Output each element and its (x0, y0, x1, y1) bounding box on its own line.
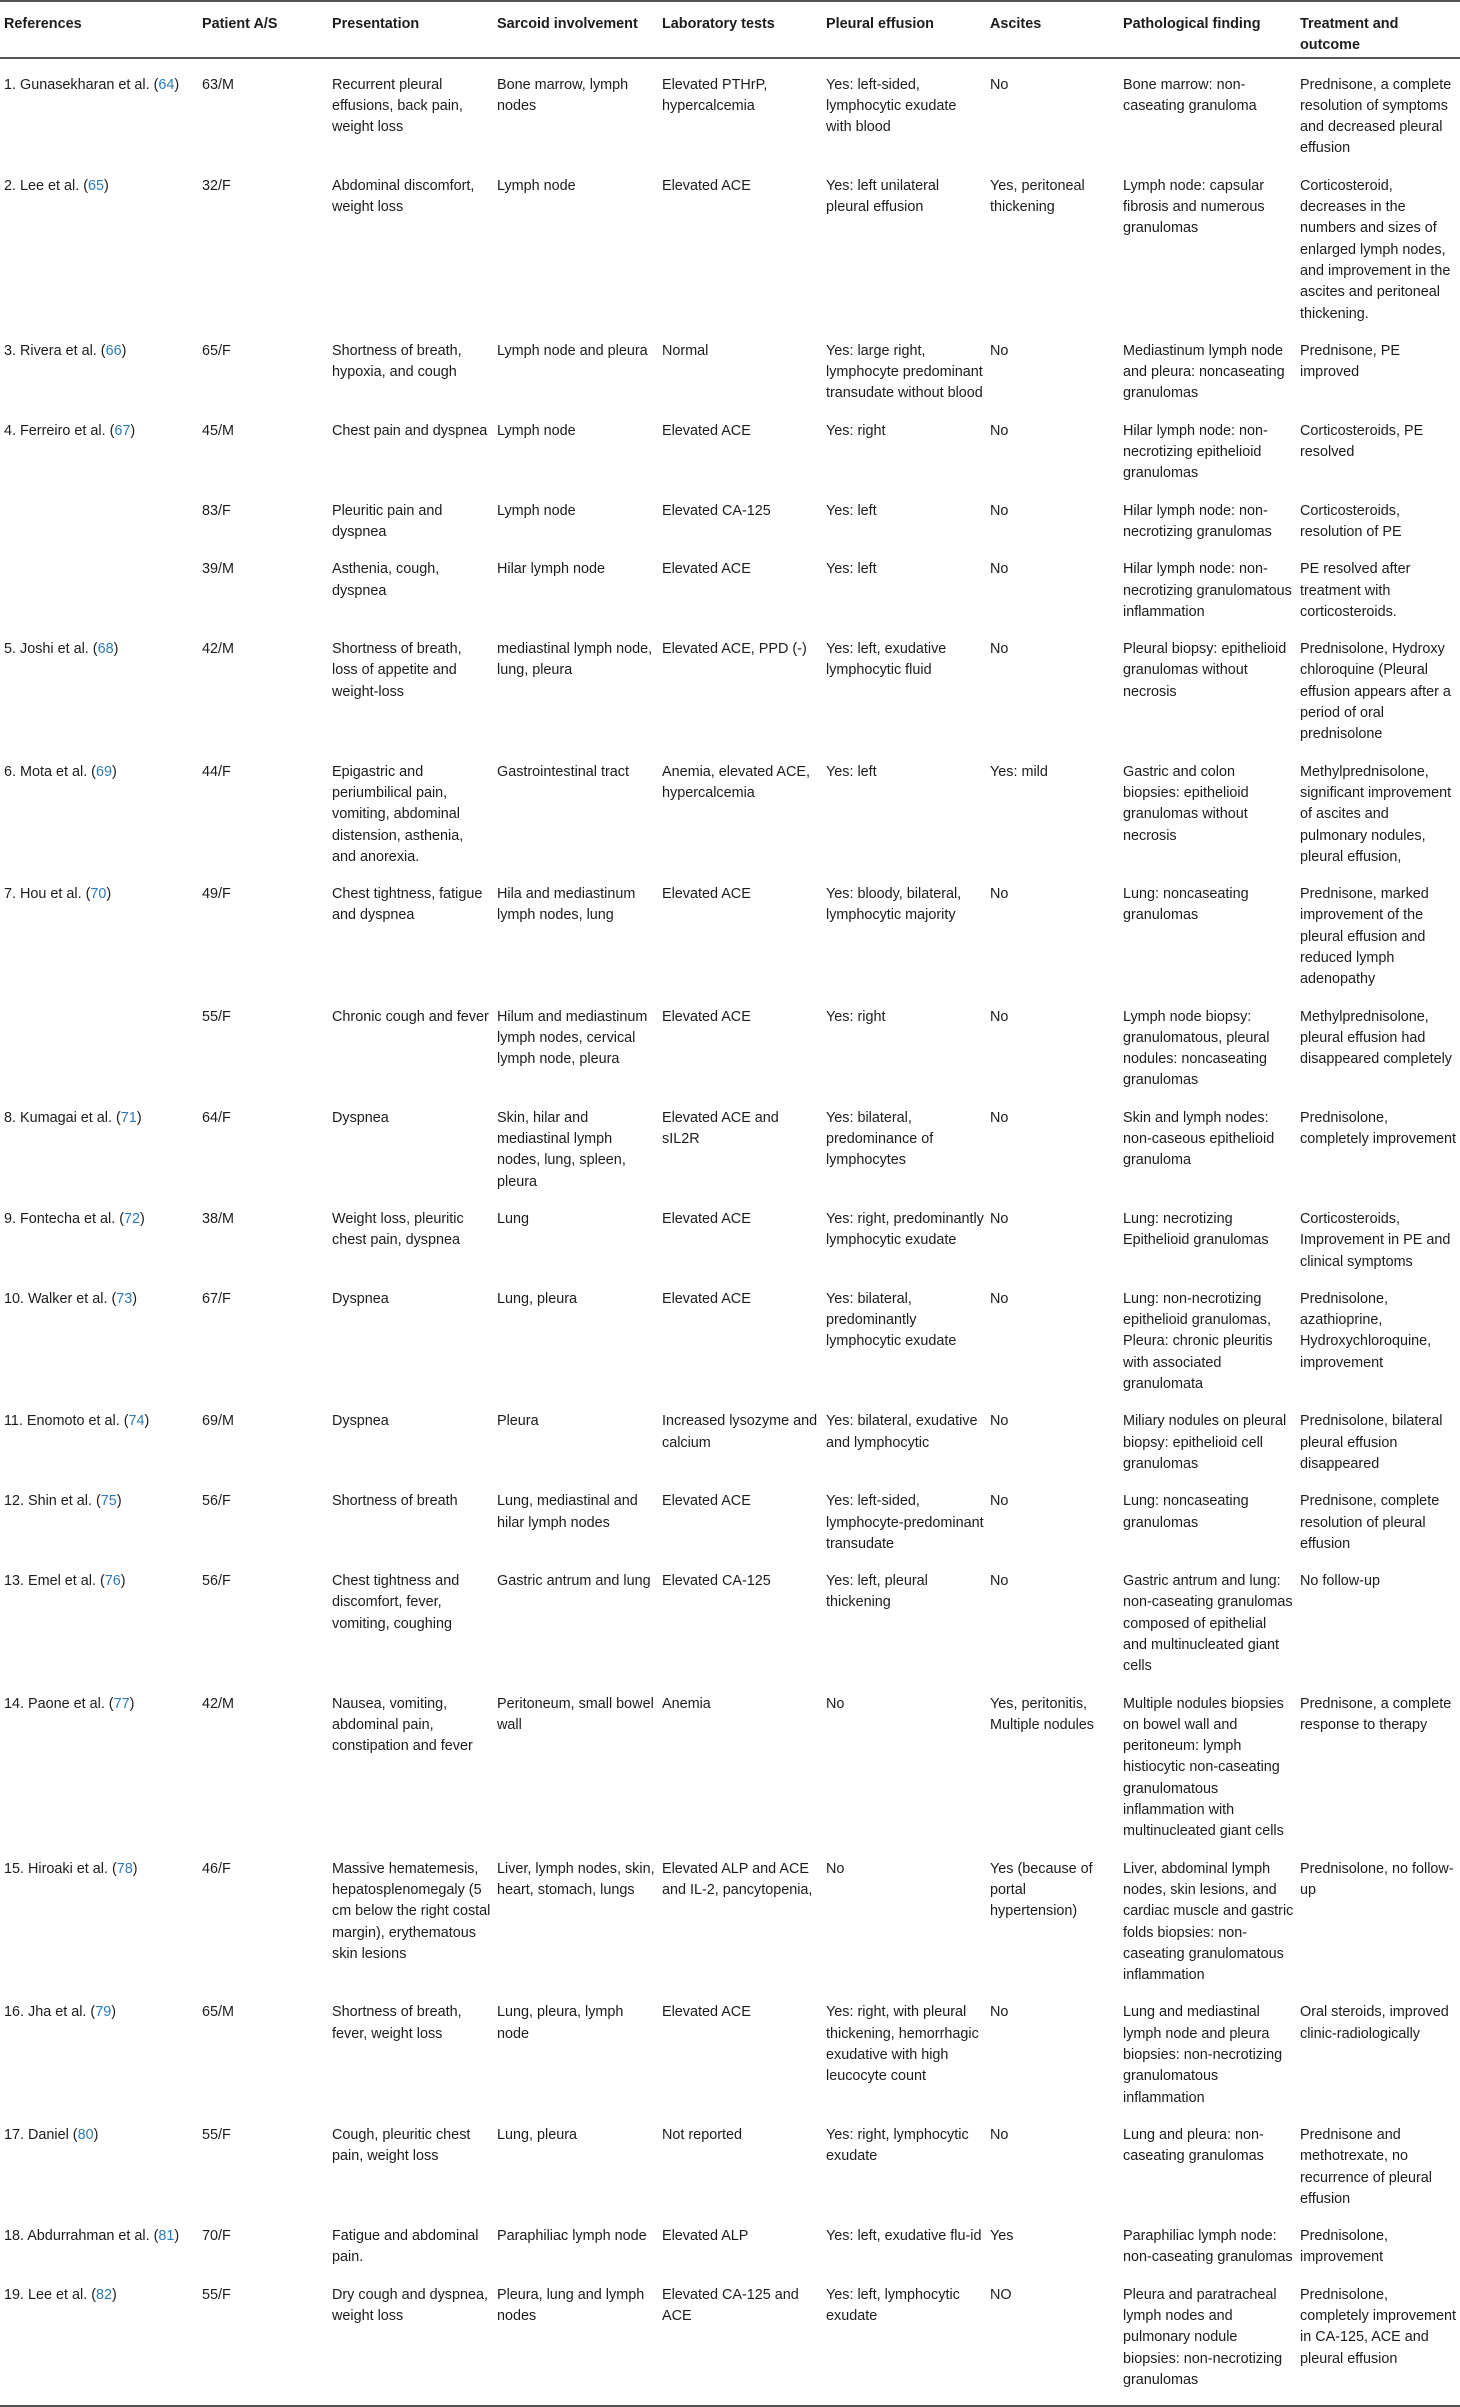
cell-pleural-effusion: Yes: left (826, 763, 877, 780)
cell-presentation: Recurrent pleural effusions, back pain, weight loss (332, 76, 463, 136)
header-pathological-finding: Pathological finding (1120, 1, 1297, 58)
cell-treatment-outcome: No follow-up (1300, 1573, 1380, 1590)
cell-reference: 14. Paone et al. (77) (4, 1695, 135, 1712)
citation-link[interactable]: 67 (114, 422, 131, 439)
cell-reference (0, 543, 199, 623)
cell-treatment-outcome: Prednisolone, completely improvement (1300, 1109, 1456, 1148)
cell-ascites: No (990, 1573, 1009, 1590)
reference-text: 9. Fontecha et al. ( (4, 1210, 124, 1227)
cell-pathological-finding: Paraphiliac lymph node: non-caseating granulomas (1123, 2228, 1293, 2266)
cell-pathological-finding: Pleural biopsy: epithelioid granulomas without necrosis (1123, 641, 1287, 700)
table-row (0, 623, 1460, 745)
citation-link[interactable]: 81 (158, 2228, 175, 2245)
cell-ascites: Yes (990, 2228, 1014, 2245)
cell-laboratory-tests: Increased lysozyme and calcium (662, 1413, 818, 1451)
reference-text: 3. Rivera et al. ( (4, 342, 106, 359)
cell-sarcoid-involvement: Hilum and mediastinum lymph nodes, cervical lymph node, pleura (497, 1008, 648, 1068)
cell-ascites: Yes: mild (990, 763, 1048, 780)
cell-laboratory-tests: Elevated CA-125 (662, 1573, 771, 1590)
cell-sarcoid-involvement: Lung, mediastinal and hilar lymph nodes (497, 1493, 638, 1531)
reference-text: 6. Mota et al. ( (4, 763, 96, 780)
cell-laboratory-tests: Elevated PTHrP, hypercalcemia (662, 76, 768, 114)
cell-treatment-outcome: Prednisone, PE improved (1300, 342, 1400, 381)
cell-age-sex: 55/F (199, 2269, 329, 2406)
cell-laboratory-tests: Elevated ACE (662, 1008, 751, 1025)
reference-text: 1. Gunasekharan et al. ( (4, 76, 159, 93)
cell-ascites: NO (987, 2269, 1120, 2406)
reference-text: 8. Kumagai et al. ( (4, 1109, 121, 1126)
citation-link[interactable]: 72 (124, 1210, 141, 1227)
citation-link[interactable]: 64 (158, 76, 175, 93)
cell-ascites: Yes (because of portal hypertension) (990, 1860, 1093, 1920)
cell-sarcoid-involvement: Skin, hilar and mediastinal lymph nodes, lung, spleen, pleura (497, 1109, 626, 1190)
citation-link[interactable]: 71 (120, 1109, 137, 1126)
table-header (0, 1, 1460, 58)
cell-sarcoid-involvement: Liver, lymph nodes, skin, heart, stomach, lungs (497, 1860, 655, 1898)
cell-laboratory-tests: Elevated ACE (662, 1210, 751, 1227)
cell-ascites: No (990, 561, 1009, 578)
header-patient-age-sex: Patient A/S (199, 1, 329, 58)
table-row (0, 1395, 1460, 1475)
cell-presentation: Dry cough and dyspnea, weight loss (329, 2269, 494, 2406)
citation-link[interactable]: 73 (116, 1290, 133, 1307)
cell-sarcoid-involvement: Lung, pleura (497, 2126, 578, 2143)
header-presentation: Presentation (329, 1, 494, 58)
cell-presentation: Dyspnea (332, 1109, 389, 1126)
citation-link[interactable]: 77 (113, 1695, 130, 1712)
cell-treatment-outcome: Prednisolone, Hydroxy chloroquine (Pleural effusion appears after a period of oral prednisolone (1300, 641, 1451, 743)
cell-presentation: Fatigue and abdominal pain. (332, 2228, 479, 2266)
cell-pleural-effusion: Yes: bilateral, predominantly lymphocytic exudate (826, 1290, 957, 1350)
cell-sarcoid-involvement: Lymph node and pleura (497, 342, 648, 359)
cell-age-sex: 32/F (202, 177, 231, 194)
cell-age-sex: 55/F (202, 1008, 231, 1025)
cell-treatment-outcome: Methylprednisolone, significant improvement of ascites and pulmonary nodules, pleural effusion, (1300, 763, 1452, 865)
table-row (0, 2210, 1460, 2269)
cell-treatment-outcome: Prednisone, a complete response to therapy (1300, 1695, 1452, 1733)
cell-sarcoid-involvement: Bone marrow, lymph nodes (497, 76, 629, 114)
table-row (0, 485, 1460, 544)
citation-link[interactable]: 66 (105, 342, 122, 359)
cell-pathological-finding: Skin and lymph nodes: non-caseous epithelioid granuloma (1123, 1109, 1275, 1169)
cell-treatment-outcome: Prednisolone, improvement (1300, 2228, 1389, 2266)
cell-age-sex: 46/F (202, 1860, 231, 1877)
cell-treatment-outcome: Corticosteroids, Improvement in PE and clinical symptoms (1300, 1210, 1451, 1270)
cell-pathological-finding: Pleura and paratracheal lymph nodes and pulmonary nodule biopsies: non-necrotizing granulomas (1120, 2269, 1297, 2406)
cell-sarcoid-involvement: Lymph node (497, 502, 576, 519)
cell-ascites: No (990, 1008, 1009, 1025)
citation-link[interactable]: 65 (88, 177, 105, 194)
cell-pleural-effusion: Yes: left, exudative lymphocytic fluid (826, 641, 947, 679)
cell-pleural-effusion: Yes: left, lymphocytic exudate (823, 2269, 987, 2406)
cell-ascites: No (990, 1290, 1009, 1307)
reference-text: 10. Walker et al. ( (4, 1290, 117, 1307)
cell-pathological-finding: Gastric antrum and lung: non-caseating granulomas composed of epithelial and multinucleated giant cells (1123, 1573, 1293, 1675)
cell-pathological-finding: Hilar lymph node: non-necrotizing granulomatous inflammation (1123, 561, 1292, 620)
cell-age-sex: 65/M (202, 2004, 234, 2021)
cell-sarcoid-involvement: Lung, pleura, lymph node (497, 2004, 624, 2042)
cell-pleural-effusion: Yes: right (826, 1008, 886, 1025)
cell-sarcoid-involvement: Paraphiliac lymph node (497, 2228, 647, 2245)
cell-reference: 17. Daniel (80) (4, 2126, 99, 2143)
cell-pleural-effusion: Yes: left-sided, lymphocytic exudate with blood (826, 76, 957, 136)
table-row (0, 746, 1460, 868)
header-ascites: Ascites (987, 1, 1120, 58)
cell-sarcoid-involvement: Peritoneum, small bowel wall (497, 1695, 654, 1733)
citation-link[interactable]: 78 (116, 1860, 133, 1877)
cell-ascites: No (990, 502, 1009, 519)
cell-pleural-effusion: Yes: right (826, 422, 886, 439)
cell-presentation: Nausea, vomiting, abdominal pain, constipation and fever (332, 1695, 473, 1755)
cell-reference: 1. Gunasekharan et al. (64) (4, 76, 180, 93)
cell-pleural-effusion: Yes: left (826, 502, 877, 519)
cell-pleural-effusion: Yes: right, lymphocytic exudate (826, 2126, 969, 2165)
table-row (0, 1555, 1460, 1677)
cell-age-sex: 42/M (202, 641, 234, 658)
cell-ascites: No (990, 342, 1009, 359)
cell-pleural-effusion: Yes: bilateral, exudative and lymphocytic (826, 1413, 978, 1451)
cell-presentation: Shortness of breath, fever, weight loss (332, 2004, 462, 2042)
header-row (0, 1, 1460, 58)
cell-sarcoid-involvement: Lymph node (497, 177, 576, 194)
cell-age-sex: 38/M (202, 1210, 234, 1227)
cell-ascites: No (990, 1210, 1009, 1227)
cell-treatment-outcome: PE resolved after treatment with corticosteroids. (1300, 561, 1411, 620)
reference-text: 19. Lee et al. ( (4, 2286, 97, 2303)
cell-laboratory-tests: Elevated ACE (662, 2004, 751, 2021)
table-row (0, 2109, 1460, 2210)
cell-reference: 16. Jha et al. (79) (4, 2004, 117, 2021)
table-row (0, 1193, 1460, 1273)
cell-pleural-effusion: Yes: bloody, bilateral, lymphocytic majority (826, 886, 962, 924)
cell-laboratory-tests: Anemia (662, 1695, 711, 1712)
cell-presentation: Chest pain and dyspnea (332, 422, 488, 439)
table-row (0, 1475, 1460, 1555)
cell-reference: 12. Shin et al. (75) (4, 1493, 122, 1510)
cell-ascites: Yes, peritoneal thickening (990, 177, 1085, 216)
cell-laboratory-tests: Normal (662, 342, 709, 359)
citation-link[interactable]: 82 (96, 2286, 113, 2303)
table-row (0, 543, 1460, 623)
cell-presentation: Dyspnea (332, 1290, 389, 1307)
reference-text: 2. Lee et al. ( (4, 177, 88, 194)
cell-pleural-effusion: Yes: bilateral, predominance of lymphocytes (826, 1109, 934, 1169)
cell-laboratory-tests: Elevated ACE (662, 886, 751, 903)
cell-treatment-outcome: Corticosteroids, resolution of PE (1300, 502, 1402, 540)
cell-pleural-effusion: Yes: left unilateral pleural effusion (826, 177, 940, 216)
table-row (0, 2269, 1460, 2406)
cell-presentation: Epigastric and periumbilical pain, vomiting, abdominal distension, asthenia, and anorexia. (332, 763, 464, 865)
cell-treatment-outcome: Prednisolone, no follow-up (1300, 1860, 1454, 1898)
cell-reference: 9. Fontecha et al. (72) (4, 1210, 145, 1227)
table-row (0, 405, 1460, 485)
cell-age-sex: 70/F (202, 2228, 231, 2245)
cell-sarcoid-involvement: Lymph node (497, 422, 576, 439)
cell-pathological-finding: Liver, abdominal lymph nodes, skin lesions, and cardiac muscle and gastric folds biopsies: non-caseating granulomatous inflammation (1123, 1860, 1294, 1984)
cell-reference: 2. Lee et al. (65) (4, 177, 109, 194)
cell-laboratory-tests: Elevated ALP (662, 2228, 749, 2245)
cell-treatment-outcome: Prednisolone, azathioprine, Hydroxychloroquine, improvement (1300, 1290, 1432, 1371)
cell-presentation: Shortness of breath, loss of appetite and weight-loss (332, 641, 462, 700)
cell-pathological-finding: Mediastinum lymph node and pleura: noncaseating granulomas (1123, 342, 1285, 402)
table-row (0, 1092, 1460, 1193)
cell-age-sex: 65/F (202, 342, 231, 359)
cell-sarcoid-involvement: Hila and mediastinum lymph nodes, lung (497, 886, 636, 924)
cell-treatment-outcome: Prednisolone, bilateral pleural effusion disappeared (1300, 1413, 1443, 1472)
cell-age-sex: 69/M (202, 1413, 234, 1430)
cell-pathological-finding: Hilar lymph node: non-necrotizing epithelioid granulomas (1123, 422, 1268, 482)
table-row (0, 58, 1460, 160)
reference-text: 16. Jha et al. ( (4, 2004, 96, 2021)
cell-presentation: Cough, pleuritic chest pain, weight loss (332, 2126, 471, 2165)
reference-text: 5. Joshi et al. ( (4, 641, 98, 658)
table-row (0, 1678, 1460, 1843)
cell-presentation: Chest tightness, fatigue and dyspnea (332, 886, 483, 924)
cell-reference: 18. Abdurrahman et al. (81) (4, 2228, 180, 2245)
cell-treatment-outcome: Prednisolone, completely improvement in CA-125, ACE and pleural effusion (1297, 2269, 1460, 2406)
citation-link[interactable]: 80 (77, 2126, 94, 2143)
cell-pleural-effusion: Yes: right, with pleural thickening, hemorrhagic exudative with high leucocyte count (826, 2004, 979, 2085)
cell-laboratory-tests: Elevated ACE, PPD (-) (662, 641, 807, 658)
cell-sarcoid-involvement: Lung, pleura (497, 1290, 578, 1307)
cell-pathological-finding: Multiple nodules biopsies on bowel wall and peritoneum: lymph histiocytic non-caseating granulomatous inflammation with multinucleated giant cells (1123, 1695, 1284, 1840)
cell-reference: 8. Kumagai et al. (71) (4, 1109, 142, 1126)
cell-laboratory-tests: Elevated ALP and ACE and IL-2, pancytopenia, (662, 1860, 813, 1898)
citation-link[interactable]: 70 (90, 886, 107, 903)
citation-link[interactable]: 74 (128, 1413, 145, 1430)
cell-age-sex: 45/M (202, 422, 234, 439)
cell-ascites: No (990, 76, 1009, 93)
cell-treatment-outcome: Corticosteroids, PE resolved (1300, 422, 1424, 461)
cell-pathological-finding: Lung and mediastinal lymph node and pleura biopsies: non-necrotizing granulomatous inflammation (1123, 2004, 1283, 2106)
reference-text: 11. Enomoto et al. ( (4, 1413, 129, 1430)
table-row (0, 160, 1460, 325)
citation-link[interactable]: 75 (100, 1493, 117, 1510)
cell-pleural-effusion: No (826, 1695, 845, 1712)
cell-pathological-finding: Lung: necrotizing Epithelioid granulomas (1123, 1210, 1269, 1249)
cell-age-sex: 63/M (202, 76, 234, 93)
cell-reference: 3. Rivera et al. (66) (4, 342, 127, 359)
table-row (0, 868, 1460, 990)
cell-ascites: No (990, 422, 1009, 439)
cell-reference: 13. Emel et al. (76) (4, 1573, 126, 1590)
cell-ascites: No (990, 2004, 1009, 2021)
cell-pathological-finding: Lung and pleura: non-caseating granulomas (1123, 2126, 1264, 2165)
cell-age-sex: 83/F (202, 502, 231, 519)
cell-sarcoid-involvement: Lung (497, 1210, 530, 1227)
cell-presentation: Shortness of breath (332, 1493, 458, 1510)
cell-treatment-outcome: Prednisone, marked improvement of the pleural effusion and reduced lymph adenopathy (1300, 886, 1429, 988)
cell-laboratory-tests: Elevated CA-125 (662, 502, 771, 519)
header-sarcoid-involvement: Sarcoid involvement (494, 1, 659, 58)
cell-pathological-finding: Lung: noncaseating granulomas (1123, 886, 1249, 924)
cell-presentation: Weight loss, pleuritic chest pain, dyspnea (332, 1210, 464, 1249)
cell-age-sex: 42/M (202, 1695, 234, 1712)
cell-reference: 7. Hou et al. (70) (4, 886, 112, 903)
cell-presentation: Dyspnea (332, 1413, 389, 1430)
cell-presentation: Chest tightness and discomfort, fever, vomiting, coughing (332, 1573, 460, 1632)
cell-reference (0, 991, 199, 1092)
citation-link[interactable]: 69 (95, 763, 112, 780)
cell-age-sex: 49/F (202, 886, 231, 903)
cell-laboratory-tests: Not reported (662, 2126, 742, 2143)
table-row (0, 1843, 1460, 1987)
cell-reference: 11. Enomoto et al. (74) (4, 1413, 150, 1430)
reference-text: 17. Daniel ( (4, 2126, 78, 2143)
table-body (0, 58, 1460, 2407)
cell-pathological-finding: Lung: non-necrotizing epithelioid granulomas, Pleura: chronic pleuritis with associated granulomata (1123, 1290, 1273, 1393)
cell-treatment-outcome: Prednisone, a complete resolution of symptoms and decreased pleural effusion (1300, 76, 1452, 157)
cell-pathological-finding: Hilar lymph node: non-necrotizing granulomas (1123, 502, 1272, 540)
cell-ascites: No (990, 1413, 1009, 1430)
cell-laboratory-tests: Anemia, elevated ACE, hypercalcemia (662, 763, 810, 801)
cell-pathological-finding: Miliary nodules on pleural biopsy: epithelioid cell granulomas (1123, 1413, 1287, 1472)
reference-text: 15. Hiroaki et al. ( (4, 1860, 117, 1877)
cell-reference: 19. Lee et al. (82) (0, 2269, 199, 2406)
cell-ascites: No (990, 1109, 1009, 1126)
cell-sarcoid-involvement: Gastric antrum and lung (497, 1573, 651, 1590)
table-row (0, 1273, 1460, 1395)
cell-presentation: Pleuritic pain and dyspnea (332, 502, 443, 540)
cell-presentation: Massive hematemesis, hepatosplenomegaly (5 cm below the right costal margin), erythematous skin lesions (332, 1860, 491, 1962)
cell-pathological-finding: Bone marrow: non-caseating granuloma (1123, 76, 1257, 114)
cell-treatment-outcome: Oral steroids, improved clinic-radiologically (1300, 2004, 1449, 2042)
cell-sarcoid-involvement: Pleura, lung and lymph nodes (494, 2269, 659, 2406)
cell-laboratory-tests: Elevated CA-125 and ACE (659, 2269, 823, 2406)
cell-pleural-effusion: Yes: left, pleural thickening (826, 1573, 928, 1611)
cell-pleural-effusion: Yes: left (826, 561, 877, 578)
reference-text: 13. Emel et al. ( (4, 1573, 105, 1590)
cell-pathological-finding: Lung: noncaseating granulomas (1123, 1493, 1249, 1531)
cell-reference (0, 485, 199, 544)
reference-text: 7. Hou et al. ( (4, 886, 91, 903)
cell-pathological-finding: Lymph node: capsular fibrosis and numerous granulomas (1123, 177, 1265, 237)
cell-laboratory-tests: Elevated ACE (662, 561, 751, 578)
table-row (0, 325, 1460, 405)
header-pleural-effusion: Pleural effusion (823, 1, 987, 58)
cell-pathological-finding: Lymph node biopsy: granulomatous, pleural nodules: noncaseating granulomas (1123, 1008, 1270, 1089)
cell-ascites: No (990, 886, 1009, 903)
cell-age-sex: 64/F (202, 1109, 231, 1126)
cell-treatment-outcome: Methylprednisolone, pleural effusion had disappeared completely (1300, 1008, 1452, 1068)
cell-reference: 15. Hiroaki et al. (78) (4, 1860, 138, 1877)
cell-ascites: No (990, 1493, 1009, 1510)
cell-laboratory-tests: Elevated ACE (662, 1290, 751, 1307)
cell-ascites: No (990, 2126, 1009, 2143)
cell-laboratory-tests: Elevated ACE (662, 1493, 751, 1510)
cell-laboratory-tests: Elevated ACE (662, 177, 751, 194)
cell-age-sex: 67/F (202, 1290, 231, 1307)
reference-text: 18. Abdurrahman et al. ( (4, 2228, 159, 2245)
cell-treatment-outcome: Corticosteroid, decreases in the numbers and sizes of enlarged lymph nodes, and improvement in the ascites and peritoneal thickening. (1300, 177, 1451, 322)
cell-sarcoid-involvement: Pleura (497, 1413, 539, 1430)
cell-sarcoid-involvement: Gastrointestinal tract (497, 763, 629, 780)
citation-link[interactable]: 79 (95, 2004, 112, 2021)
cell-treatment-outcome: Prednisone and methotrexate, no recurrence of pleural effusion (1300, 2126, 1432, 2207)
cell-sarcoid-involvement: Hilar lymph node (497, 561, 605, 578)
cell-reference: 10. Walker et al. (73) (4, 1290, 138, 1307)
cell-treatment-outcome: Prednisone, complete resolution of pleural effusion (1300, 1493, 1440, 1552)
cell-age-sex: 56/F (202, 1493, 231, 1510)
cell-age-sex: 55/F (202, 2126, 231, 2143)
cell-sarcoid-involvement: mediastinal lymph node, lung, pleura (497, 641, 653, 679)
cell-ascites: No (990, 641, 1009, 658)
cell-age-sex: 44/F (202, 763, 231, 780)
citation-link[interactable]: 76 (104, 1573, 121, 1590)
cell-pleural-effusion: Yes: large right, lymphocyte predominant transudate without blood (826, 342, 983, 402)
header-references: References (0, 1, 199, 58)
reference-text: 14. Paone et al. ( (4, 1695, 114, 1712)
cell-reference: 4. Ferreiro et al. (67) (4, 422, 136, 439)
cell-laboratory-tests: Elevated ACE and sIL2R (662, 1109, 779, 1148)
cell-presentation: Chronic cough and fever (332, 1008, 489, 1025)
cell-pleural-effusion: Yes: right, predominantly lymphocytic exudate (826, 1210, 984, 1249)
table-row (0, 991, 1460, 1092)
cell-reference: 6. Mota et al. (69) (4, 763, 117, 780)
cell-pleural-effusion: Yes: left, exudative flu-id (826, 2228, 982, 2245)
cell-reference: 5. Joshi et al. (68) (4, 641, 119, 658)
cell-age-sex: 39/M (202, 561, 234, 578)
cell-pathological-finding: Gastric and colon biopsies: epithelioid granulomas without necrosis (1123, 763, 1249, 844)
reference-text: 12. Shin et al. ( (4, 1493, 101, 1510)
header-laboratory-tests: Laboratory tests (659, 1, 823, 58)
reference-text: 4. Ferreiro et al. ( (4, 422, 115, 439)
cell-pleural-effusion: Yes: left-sided, lymphocyte-predominant transudate (826, 1493, 984, 1552)
cell-ascites: Yes, peritonitis, Multiple nodules (990, 1695, 1094, 1733)
cell-age-sex: 56/F (202, 1573, 231, 1590)
table-row (0, 1986, 1460, 2108)
cell-presentation: Asthenia, cough, dyspnea (332, 561, 440, 599)
citation-link[interactable]: 68 (97, 641, 114, 658)
cell-laboratory-tests: Elevated ACE (662, 422, 751, 439)
cell-presentation: Shortness of breath, hypoxia, and cough (332, 342, 462, 381)
cell-presentation: Abdominal discomfort, weight loss (332, 177, 475, 216)
header-treatment-outcome: Treatment and outcome (1297, 1, 1460, 58)
cell-pleural-effusion: No (826, 1860, 845, 1877)
